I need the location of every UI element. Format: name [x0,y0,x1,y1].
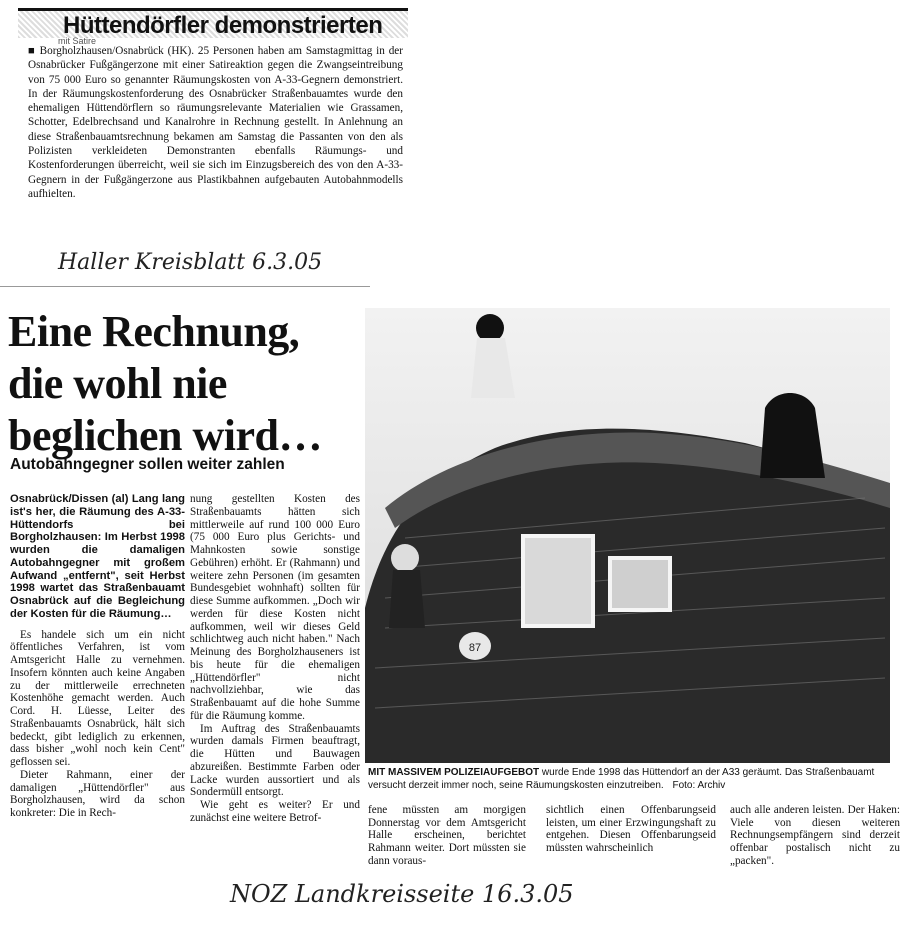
article-lead: Osnabrück/Dissen (al) Lang lang ist's her, die Räumung des A-33-Hüttendorfs bei Borgholzhausen: Im Herbst 1998 wurden die damaligen Autobahngegner mit großem Aufwand „entfernt", seit Herbst 1998 wartet das Straßenbauamt Osnabrück auf die Begleichung der Kosten für die Räumung… [10,493,185,620]
hut-window [610,558,670,610]
article-column-5 [730,804,900,868]
article-column-4 [546,804,716,855]
article-paragraph: auch alle anderen leisten. Der Haken: Viele von diesen weiteren Rechnungsempfängern sind derzeit offenbar postalisch nicht zu „packen". [730,804,900,867]
headline-line-3: beglichen wird… [8,411,322,460]
photo-sign-number: 87 [468,642,482,654]
clip1-subtitle: mit Satire [58,36,97,46]
handwritten-source-note-2: NOZ Landkreisseite 16.3.05 [230,880,574,908]
headline-line-1: Eine Rechnung, [8,307,300,356]
caption-text: wurde Ende 1998 das Hüttendorf an der A33 geräumt. Das Straßenbauamt versucht derzeit immer noch, seine Räumungskosten einzutreiben. [368,767,875,791]
hut-roof-scene-illustration [365,308,890,763]
hut-window [523,536,593,626]
article-column-2 [190,493,360,825]
article-paragraph: Dieter Rahmann, einer der damaligen „Hüttendörfler" aus Borgholzhausen, wird da schon konkreter: Die in Rech- [10,768,185,819]
photo-caption [368,766,896,792]
article-subheadline: Autobahngegner sollen weiter zahlen [10,456,285,473]
article-paragraph: fene müssten am morgigen Donnerstag vor dem Amtsgericht Halle erscheinen, berichtet Rahmann weiter. Dort müssten sie dann voraus- [368,804,526,867]
article-column-3 [368,804,526,868]
caption-lead: MIT MASSIVEM POLIZEIAUFGEBOT [368,767,540,778]
article-column-1 [10,493,185,820]
clip1-body-text: Borgholzhausen/Osnabrück (HK). 25 Personen haben am Samstagmittag in der Osnabrücker Fußgängerzone mit einer Satireaktion gegen die Zwangseintreibung von 75 000 Euro so genannter Räumungskosten von A-33-Gegnern demonstriert. In der Räumungskostenforderung des Osnabrücker Straßenbauamtes wurde den ehemaligen Hüttendörflern so räumungsrelevante Materialien wie Grassamen, Schotter, Edelbrechsand und Kanalrohre in Rechnung gestellt. In Anlehnung an diese Straßenbauamtsrechnung bekamen am Samstag die Passanten von den als Polizisten verkleideten Demonstranten ebenfalls Räumungs- und Kostenforderungen überreicht, weil sie sich im Einzugsbereich des von den A-33-Gegnern in der Fußgängerzone aus Plastikbahnen aufgebauten Autobahnmodells aufhielten. [28,45,404,200]
clip1-body [28,44,403,201]
headline-line-2: die wohl nie [8,359,227,408]
clip1-title: Hüttendörfler demonstrierten [18,8,408,38]
bullet-icon: ■ [28,45,40,57]
article-paragraph: Es handele sich um ein nicht öffentliches Verfahren, ist vom Amtsgericht Halle zu vernehmen. Insofern könnten auch keine Angaben zu der mittlerweile errechneten Kostenhöhe gemacht werden. Auch Cord. H. Lüesse, Leiter des Straßenbauamts Osnabrück, hält sich bedeckt, gibt lediglich zu erkennen, dass bisher „wohl noch kein Cent" geflossen sei. [10,628,185,768]
divider [0,286,370,287]
caption-credit: Foto: Archiv [672,780,726,791]
article-headline [8,306,358,462]
article-paragraph: Wie geht es weiter? Er und zunächst eine weitere Betrof- [190,799,360,824]
article-paragraph: Im Auftrag des Straßenbauamts wurden damals Firmen beauftragt, die Hütten und Bauwagen abzureißen. Bestimmte Farben oder Lacke wurden aussortiert und als Sondermüll entsorgt. [190,722,360,799]
article-photo [365,308,890,763]
handwritten-source-note-1: Haller Kreisblatt 6.3.05 [58,250,323,275]
article-paragraph: sichtlich einen Offenbarungseid leisten, um einer Erzwingungshaft zu entgehen. Diesen Offenbarungseid müssten wahrscheinlich [546,804,716,855]
article-paragraph: nung gestellten Kosten des Straßenbauamts hätten sich mittlerweile auf rund 100 000 Euro (75 000 Euro plus Gerichts- und Mahnkosten sowie sonstige Gebühren) erhöht. Er (Rahmann) und weitere zehn Personen (im gesamten Bundesgebiet wohnhaft) sollten für diese Summe aufkommen. „Doch wir werden für diese Kosten nicht aufkommen, weil wir dieses Geld schlichtweg auch nicht haben." Nach Meinung des Borgholzhauseners ist bis heute für die ehemaligen „Hüttendörfler" nicht nachvollziehbar, wie das Straßenbauamt auf die hohe Summe für die Räumung komme. [190,493,360,722]
